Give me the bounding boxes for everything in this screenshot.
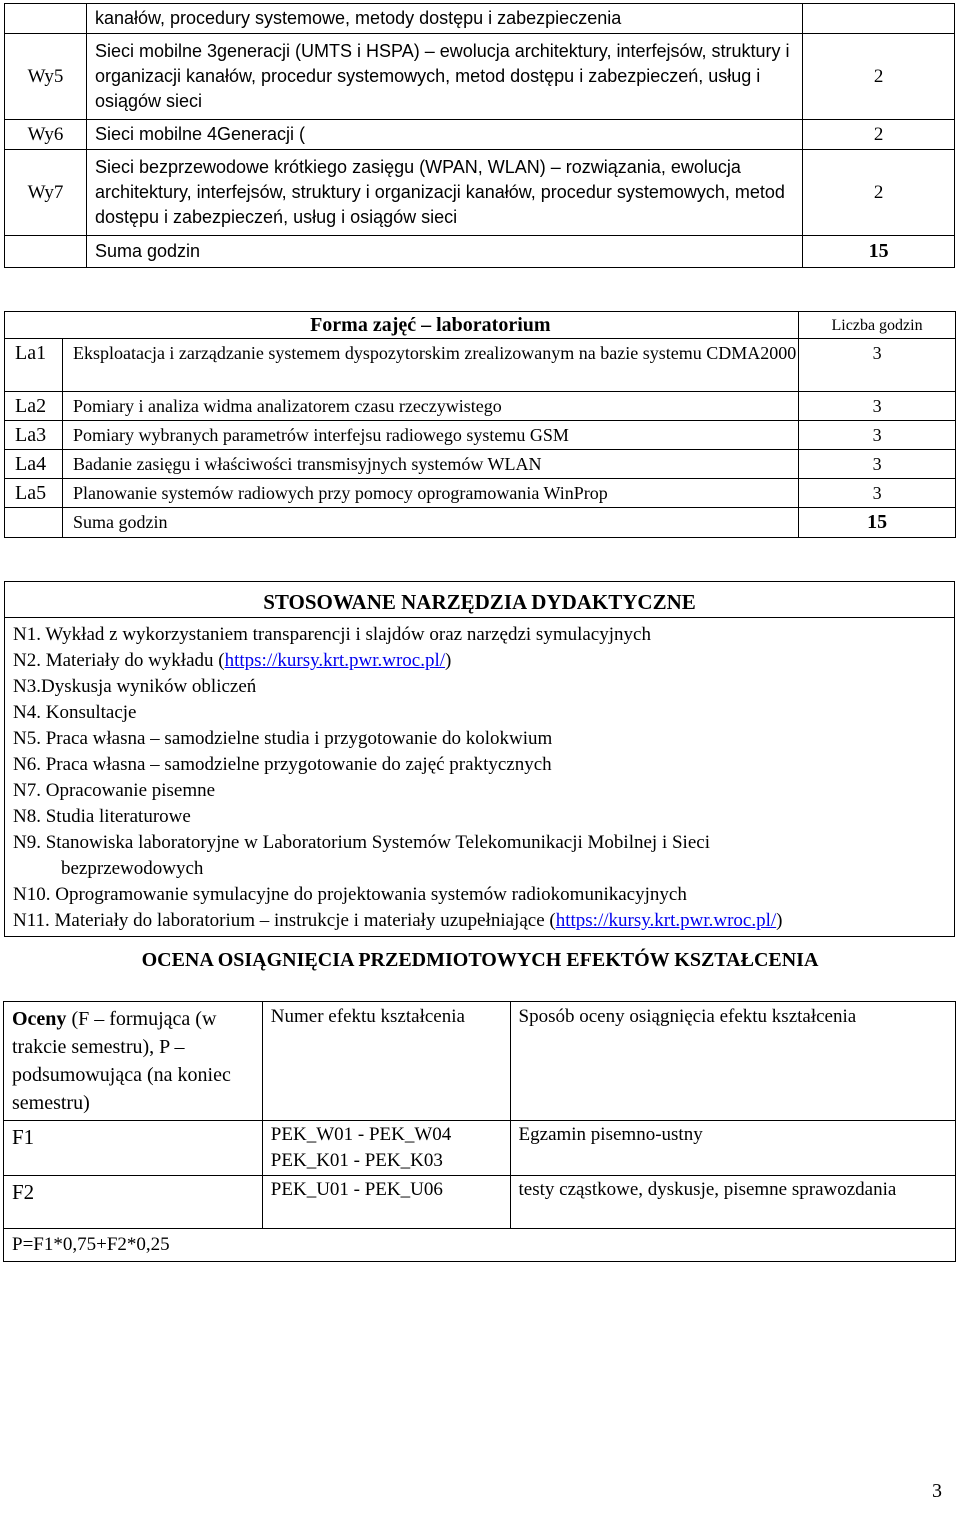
assessment-method-header: Sposób oceny osiągnięcia efektu kształcenia bbox=[510, 1002, 955, 1121]
table-row bbox=[5, 450, 956, 479]
tools-header: STOSOWANE NARZĘDZIA DYDAKTYCZNE bbox=[5, 582, 955, 618]
table-row bbox=[5, 150, 955, 236]
list-item bbox=[13, 648, 954, 674]
list-item-text: ) bbox=[776, 910, 783, 931]
sum-value: 15 bbox=[803, 236, 955, 268]
final-grade-formula: P=F1*0,75+F2*0,25 bbox=[4, 1229, 956, 1262]
grade-header-text: (F – formująca (w trakcie semestru), P – podsumowująca (na koniec semestru) bbox=[12, 1008, 231, 1114]
lab-topic: Pomiary i analiza widma analizatorem czasu rzeczywistego bbox=[62, 392, 798, 421]
list-item: N5. Praca własna – samodzielne studia i przygotowanie do kolokwium bbox=[13, 728, 553, 749]
assessment-table bbox=[3, 1001, 956, 1262]
tools-list bbox=[5, 618, 955, 937]
list-item: N10. Oprogramowanie symulacyjne do projektowania systemów radiokomunikacyjnych bbox=[13, 884, 687, 905]
lab-table bbox=[4, 311, 956, 538]
list-item-continuation: bezprzewodowych bbox=[61, 858, 204, 879]
lecture-topic: Sieci mobilne 3generacji (UMTS i HSPA) – ewolucja architektury, interfejsów, struktury i organizacji kanałów, procedur systemowych, metod dostępu i zabezpieczeń, usług i osiągów sieci bbox=[86, 34, 802, 120]
table-row bbox=[4, 1176, 956, 1229]
list-item: N8. Studia literaturowe bbox=[13, 806, 191, 827]
list-item: N4. Konsultacje bbox=[13, 702, 137, 723]
hours-header: Liczba godzin bbox=[799, 312, 956, 339]
effect-numbers: PEK_U01 - PEK_U06 bbox=[262, 1176, 510, 1229]
lab-header: Forma zajęć – laboratorium bbox=[62, 312, 798, 339]
grade-header-bold: Oceny bbox=[12, 1008, 67, 1030]
lecture-code: Wy6 bbox=[5, 120, 87, 150]
lecture-code: Wy7 bbox=[5, 150, 87, 236]
table-row bbox=[5, 479, 956, 508]
lecture-hours: 2 bbox=[803, 120, 955, 150]
page-number: 3 bbox=[932, 1480, 942, 1502]
lab-hours: 3 bbox=[799, 450, 956, 479]
grade-code: F1 bbox=[4, 1121, 263, 1176]
grade-type-header bbox=[4, 1002, 263, 1121]
table-row bbox=[5, 339, 956, 392]
sum-value: 15 bbox=[799, 508, 956, 538]
sum-label: Suma godzin bbox=[86, 236, 802, 268]
course-link[interactable]: https://kursy.krt.pwr.wroc.pl/ bbox=[555, 910, 777, 931]
lab-topic: Pomiary wybranych parametrów interfejsu radiowego systemu GSM bbox=[62, 421, 798, 450]
assessment-method: Egzamin pisemno-ustny bbox=[510, 1121, 955, 1176]
lecture-hours: 2 bbox=[803, 34, 955, 120]
list-item: N3.Dyskusja wyników obliczeń bbox=[13, 676, 257, 697]
lecture-empty-cell bbox=[803, 4, 955, 34]
effect-numbers: PEK_W01 - PEK_W04 PEK_K01 - PEK_K03 bbox=[262, 1121, 510, 1176]
lab-hours: 3 bbox=[799, 392, 956, 421]
list-item bbox=[13, 908, 954, 934]
assessment-method: testy cząstkowe, dyskusje, pisemne sprawozdania bbox=[510, 1176, 955, 1229]
course-link[interactable]: https://kursy.krt.pwr.wroc.pl/ bbox=[224, 650, 446, 671]
sum-row bbox=[5, 508, 956, 538]
effect-number-header: Numer efektu kształcenia bbox=[262, 1002, 510, 1121]
lab-hours: 3 bbox=[799, 339, 956, 392]
lecture-topic: Sieci mobilne 4Generacji ( bbox=[86, 120, 802, 150]
table-row bbox=[5, 421, 956, 450]
lecture-hours: 2 bbox=[803, 150, 955, 236]
sum-label: Suma godzin bbox=[62, 508, 798, 538]
sum-row bbox=[5, 236, 955, 268]
lab-hours: 3 bbox=[799, 421, 956, 450]
list-item-text: ) bbox=[445, 650, 452, 671]
list-item: N9. Stanowiska laboratoryjne w Laboratorium Systemów Telekomunikacji Mobilnej i Sieci bbox=[13, 832, 710, 853]
lab-code: La4 bbox=[5, 450, 63, 479]
list-item-text: N2. Materiały do wykładu ( bbox=[13, 650, 225, 671]
list-item-text: N11. Materiały do laboratorium – instrukcje i materiały uzupełniające ( bbox=[13, 910, 556, 931]
lab-hours: 3 bbox=[799, 479, 956, 508]
lab-topic: Eksploatacja i zarządzanie systemem dyspozytorskim zrealizowanym na bazie systemu CDMA2000 bbox=[62, 339, 798, 392]
lecture-empty-cell bbox=[5, 4, 87, 34]
lecture-table bbox=[4, 3, 955, 268]
lecture-empty-cell bbox=[5, 236, 87, 268]
list-item: N7. Opracowanie pisemne bbox=[13, 780, 216, 801]
table-row bbox=[5, 392, 956, 421]
list-item: N6. Praca własna – samodzielne przygotowanie do zajęć praktycznych bbox=[13, 754, 552, 775]
lab-code: La1 bbox=[5, 339, 63, 392]
assessment-title: OCENA OSIĄGNIĘCIA PRZEDMIOTOWYCH EFEKTÓW KSZTAŁCENIA bbox=[141, 949, 819, 971]
table-row bbox=[4, 1121, 956, 1176]
lab-code: La5 bbox=[5, 479, 63, 508]
lab-code: La2 bbox=[5, 392, 63, 421]
list-item: N1. Wykład z wykorzystaniem transparencji i slajdów oraz narzędzi symulacyjnych bbox=[13, 624, 651, 645]
table-row bbox=[5, 34, 955, 120]
lab-topic: Badanie zasięgu i właściwości transmisyjnych systemów WLAN bbox=[62, 450, 798, 479]
grade-code: F2 bbox=[4, 1176, 263, 1229]
lecture-continuation-text: kanałów, procedury systemowe, metody dostępu i zabezpieczenia bbox=[86, 4, 802, 34]
lab-header-spacer bbox=[5, 312, 63, 339]
lab-topic: Planowanie systemów radiowych przy pomocy oprogramowania WinProp bbox=[62, 479, 798, 508]
lab-empty-cell bbox=[5, 508, 63, 538]
table-row bbox=[5, 120, 955, 150]
lab-code: La3 bbox=[5, 421, 63, 450]
lecture-code: Wy5 bbox=[5, 34, 87, 120]
tools-table bbox=[4, 581, 955, 937]
lecture-topic: Sieci bezprzewodowe krótkiego zasięgu (WPAN, WLAN) – rozwiązania, ewolucja architektury, interfejsów, struktury i organizacji kanałów, procedur systemowych, metod dostępu i zabezpieczeń, usług i osiągów sieci bbox=[86, 150, 802, 236]
